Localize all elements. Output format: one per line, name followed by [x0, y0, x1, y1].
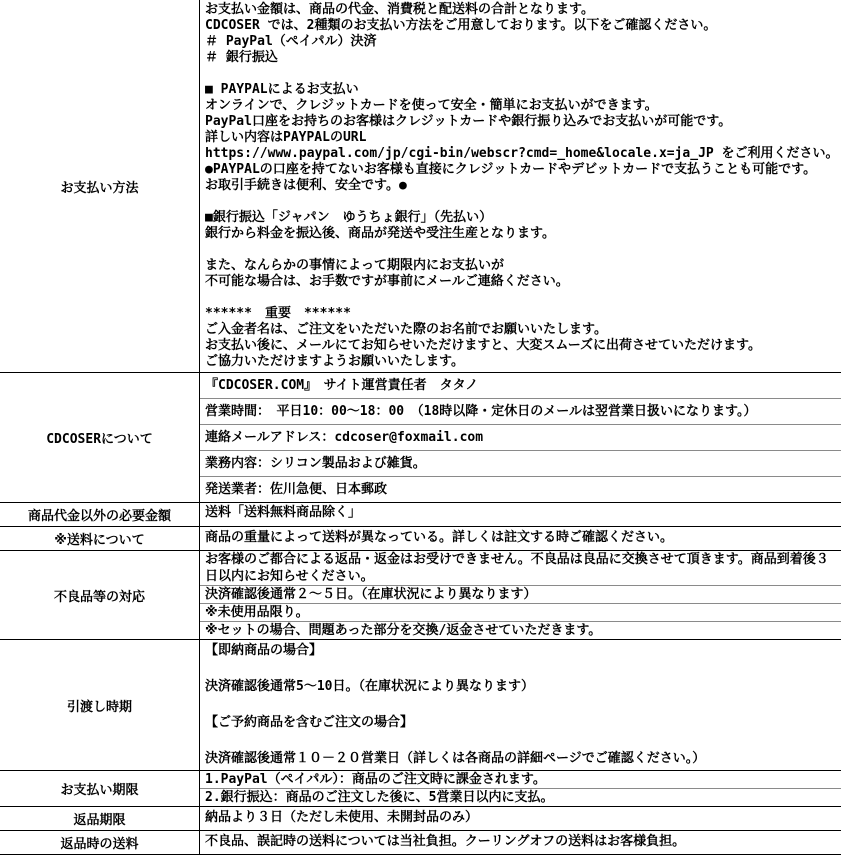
defective-processing-time: 決済確認後通常２～５日。（在庫状況により異なります） [200, 586, 841, 604]
table-row-defective [0, 551, 841, 640]
text-line: 【即納商品の場合】 [205, 643, 323, 658]
table-row-payment-method [0, 0, 841, 373]
text-line: 送料「送料無料商品除く」 [205, 505, 362, 520]
text-line: 銀行から料金を振込後、商品が発送や受注生産となります。 [205, 226, 555, 241]
blank-line [205, 696, 839, 714]
row-header-payment-method: お支払い方法 [0, 0, 200, 372]
blank-line [205, 194, 839, 210]
contact-email: 連絡メールアドレス：cdcoser@foxmail.com [200, 425, 841, 451]
delivery-content [200, 640, 841, 770]
row-header-return-deadline: 返品期限 [0, 807, 200, 830]
deadline-paypal: 1.PayPal（ペイパル）：商品のご注文時に課金されます。 [200, 771, 841, 789]
text-line: また、なんらかの事情によって期限内にお支払いが [205, 258, 505, 273]
row-header-delivery: 引渡し時期 [0, 640, 200, 770]
blank-line [205, 732, 839, 750]
important-note-title: ****** 重要 ****** [205, 306, 351, 321]
text-line: 商品の重量によって送料が異なっている。詳しくは註文する時ご確認ください。 [205, 530, 674, 545]
blank-line [205, 290, 839, 306]
text-line: CDCOSER では、2種類のお支払い方法をご用意しております。以下をご確認ください。 [205, 18, 717, 33]
blank-line [205, 660, 839, 678]
payment-method-content [200, 0, 841, 372]
text-line: ＃ PayPal（ペイパル）決済 [205, 34, 377, 49]
table-row-payment-deadline [0, 771, 841, 807]
blank-line [205, 66, 839, 82]
row-header-extra-fees: 商品代金以外の必要金額 [0, 503, 200, 526]
row-header-return-shipping: 返品時の送料 [0, 831, 200, 854]
shipping-carriers: 発送業者：佐川急便、日本郵政 [205, 482, 388, 497]
text-line: お取引手続きは便利、安全です。● [205, 178, 407, 193]
defective-policy: お客様のご都合による返品・返金はお受けできません。不良品は良品に交換させて頂きます。商品到着後３日以内にお知らせください。 [200, 551, 841, 586]
text-line: 詳しい内容はPAYPALのURL [205, 130, 367, 145]
text-line: ■ PAYPALによるお支払い [205, 82, 359, 97]
text-line: ●PAYPALの口座を持てないお客様も直接にクレジットカードやデビットカードで支払うことも可能です。 [205, 162, 817, 177]
blank-line [205, 242, 839, 258]
text-line: 【ご予約商品を含むご注文の場合】 [205, 715, 414, 730]
text-line: ご入金者名は、ご注文をいただいた際のお名前でお願いいたします。 [205, 322, 607, 337]
row-header-about: CDCOSERについて [0, 373, 200, 502]
paypal-url-text: https://www.paypal.com/jp/cgi-bin/webscr?cmd=_home&locale.x=ja_JP をご利用ください。 [205, 146, 839, 161]
table-row-return-deadline [0, 807, 841, 831]
row-header-payment-deadline: お支払い期限 [0, 771, 200, 806]
business-description: 業務内容：シリコン製品および雑貨。 [200, 451, 841, 477]
row-header-defective: 不良品等の対応 [0, 551, 200, 639]
row-header-shipping: ※送料について [0, 527, 200, 550]
text-line: 不良品、誤記時の送料については当社負担。クーリングオフの送料はお客様負担。 [205, 834, 686, 849]
text-line: 決済確認後通常5～10日。（在庫状況により異なります） [205, 679, 534, 694]
text-line: 納品より３日（ただし未使用、未開封品のみ） [205, 810, 479, 825]
table-row-return-shipping [0, 831, 841, 855]
text-line: 不可能な場合は、お手数ですが事前にメールご連絡ください。 [205, 274, 569, 289]
about-content [200, 373, 841, 502]
text-line: お支払い金額は、商品の代金、消費税と配送料の合計となります。 [205, 2, 594, 17]
business-hours: 営業時間： 平日10：00～18：00 （18時以降・定休日のメールは翌営業日扱いになります。） [200, 399, 841, 425]
defective-content [200, 551, 841, 639]
return-shipping-content [200, 831, 841, 854]
table-row-shipping [0, 527, 841, 551]
defective-unused-note: ※未使用品限り。 [200, 604, 841, 622]
text-line: お支払い後に、メールにてお知らせいただけますと、大変スムーズに出荷させていただけます。 [205, 338, 762, 353]
return-deadline-content [200, 807, 841, 830]
text-line: オンラインで、クレジットカードを使って安全・簡単にお支払いができます。 [205, 98, 658, 113]
text-line: PayPal口座をお持ちのお客様はクレジットカードや銀行振り込みでお支払いが可能です。 [205, 114, 732, 129]
deadline-bank: 2.銀行振込：商品のご注文した後に、5営業日以内に支払。 [205, 790, 554, 805]
defective-set-note: ※セットの場合、問題あった部分を交換/返金させていただきます。 [205, 623, 602, 638]
shipping-content [200, 527, 841, 550]
extra-fees-content [200, 503, 841, 526]
text-line: ■銀行振込「ジャパン ゆうちょ銀行」（先払い） [205, 210, 493, 225]
text-line: ご協力いただけますようお願いいたします。 [205, 354, 464, 369]
table-row-delivery [0, 640, 841, 771]
payment-deadline-content [200, 771, 841, 806]
site-operator: 『CDCOSER.COM』 サイト運営責任者 タタノ [200, 373, 841, 399]
table-row-extra-fees [0, 503, 841, 527]
text-line: ＃ 銀行振込 [205, 50, 278, 65]
text-line: 決済確認後通常１０－２０営業日（詳しくは各商品の詳細ページでご確認ください。） [205, 751, 706, 766]
table-row-about [0, 373, 841, 503]
